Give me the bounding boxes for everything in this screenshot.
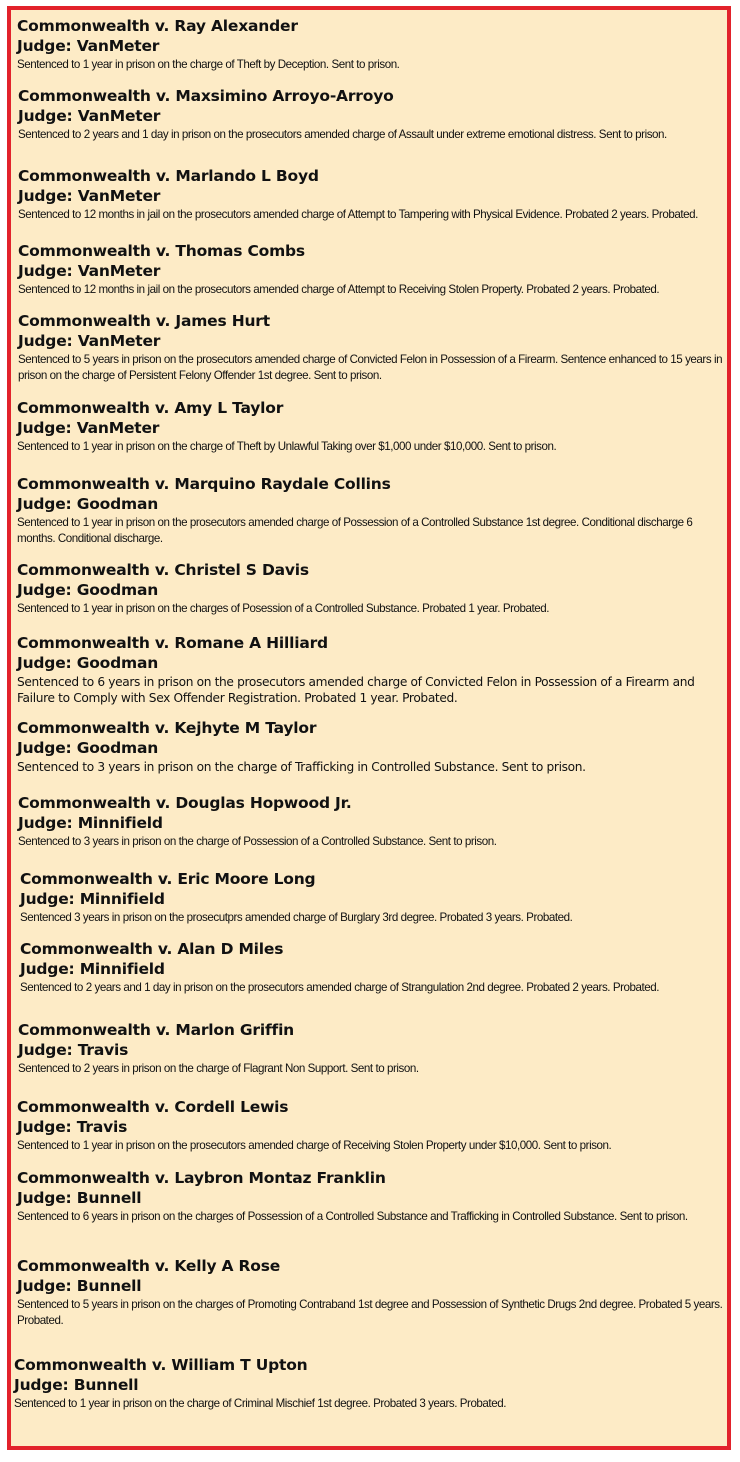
case-judge: Judge: Goodman xyxy=(17,739,159,757)
case-entry xyxy=(17,560,733,617)
case-title: Commonwealth v. Christel S Davis xyxy=(17,561,309,579)
case-entry xyxy=(18,166,734,223)
case-judge: Judge: VanMeter xyxy=(18,262,161,280)
case-judge: Judge: VanMeter xyxy=(18,187,161,205)
case-entry xyxy=(18,86,734,143)
case-sentence: Sentenced to 1 year in prison on the charge of Theft by Deception. Sent to prison. xyxy=(17,58,400,71)
case-title: Commonwealth v. Kelly A Rose xyxy=(17,1257,281,1275)
case-sentence: Sentenced to 1 year in prison on the charges of Posession of a Controlled Substance. Probated 1 year. Probated. xyxy=(17,602,550,615)
case-judge: Judge: Bunnell xyxy=(17,1277,142,1295)
case-sentence: Sentenced to 3 years in prison on the charge of Trafficking in Controlled Substance. Sent to prison. xyxy=(17,760,586,774)
case-title: Commonwealth v. Marlon Griffin xyxy=(18,1021,295,1039)
case-sentence: Sentenced to 3 years in prison on the charge of Possession of a Controlled Substance. Sent to prison. xyxy=(18,835,497,848)
case-entry xyxy=(18,1020,734,1077)
case-judge: Judge: Minnifield xyxy=(20,960,165,978)
case-judge: Judge: Bunnell xyxy=(17,1189,142,1207)
court-report-panel xyxy=(7,6,731,1450)
case-title: Commonwealth v. Ray Alexander xyxy=(17,17,298,35)
case-entry xyxy=(20,939,736,996)
case-judge: Judge: Goodman xyxy=(17,581,159,599)
case-judge: Judge: Goodman xyxy=(17,495,159,513)
case-sentence: Sentenced 3 years in prison on the prosecutprs amended charge of Burglary 3rd degree. Probated 3 years. Probated. xyxy=(20,911,573,924)
case-entry xyxy=(17,16,733,73)
case-sentence: Sentenced to 6 years in prison on the charges of Possession of a Controlled Substance and Trafficking in Controlled Substance. Sent to prison. xyxy=(17,1210,688,1223)
case-title: Commonwealth v. Marquino Raydale Collins xyxy=(17,475,391,493)
case-title: Commonwealth v. William T Upton xyxy=(14,1356,308,1374)
case-title: Commonwealth v. Douglas Hopwood Jr. xyxy=(18,794,352,812)
case-title: Commonwealth v. Eric Moore Long xyxy=(20,870,316,888)
case-sentence: Sentenced to 2 years in prison on the charge of Flagrant Non Support. Sent to prison. xyxy=(18,1062,419,1075)
case-sentence: Sentenced to 1 year in prison on the charge of Theft by Unlawful Taking over $1,000 under $10,000. Sent to prison. xyxy=(17,440,557,453)
case-title: Commonwealth v. Kejhyte M Taylor xyxy=(17,719,317,737)
case-title: Commonwealth v. Romane A Hilliard xyxy=(17,634,328,652)
case-judge: Judge: Minnifield xyxy=(18,814,163,832)
case-title: Commonwealth v. Laybron Montaz Franklin xyxy=(17,1169,386,1187)
case-judge: Judge: VanMeter xyxy=(17,37,160,55)
case-sentence: Sentenced to 1 year in prison on the prosecutors amended charge of Receiving Stolen Property under $10,000. Sent to prison. xyxy=(17,1139,612,1152)
case-sentence: Sentenced to 5 years in prison on the prosecutors amended charge of Convicted Felon in Possession of a Firearm. Sentence enhanced to 15 years in prison on the charge of Persistent Felony Offender 1st degree. Sent to prison. xyxy=(18,353,723,382)
case-title: Commonwealth v. Thomas Combs xyxy=(18,242,305,260)
case-sentence: Sentenced to 5 years in prison on the charges of Promoting Contraband 1st degree and Possession of Synthetic Drugs 2nd degree. Probated 5 years. Probated. xyxy=(17,1298,723,1327)
case-title: Commonwealth v. Alan D Miles xyxy=(20,940,284,958)
case-sentence: Sentenced to 6 years in prison on the prosecutors amended charge of Convicted Felon in Possession of a Firearm and Failure to Comply with Sex Offender Registration. Probated 1 year. Probated. xyxy=(17,675,695,705)
case-judge: Judge: Minnifield xyxy=(20,890,165,908)
case-title: Commonwealth v. Marlando L Boyd xyxy=(18,167,319,185)
case-title: Commonwealth v. Cordell Lewis xyxy=(17,1098,289,1116)
case-entry xyxy=(17,1097,733,1154)
case-entry xyxy=(18,793,734,850)
case-entry xyxy=(18,241,734,298)
case-entry xyxy=(17,1168,733,1225)
case-sentence: Sentenced to 2 years and 1 day in prison on the prosecutors amended charge of Assault under extreme emotional distress. Sent to prison. xyxy=(18,128,667,141)
case-judge: Judge: Bunnell xyxy=(14,1376,139,1394)
case-entry xyxy=(20,869,736,926)
case-title: Commonwealth v. Maxsimino Arroyo-Arroyo xyxy=(18,87,394,105)
case-entry xyxy=(17,1256,733,1329)
case-judge: Judge: Goodman xyxy=(17,654,159,672)
case-sentence: Sentenced to 2 years and 1 day in prison on the prosecutors amended charge of Strangulation 2nd degree. Probated 2 years. Probated. xyxy=(20,981,660,994)
case-sentence: Sentenced to 1 year in prison on the prosecutors amended charge of Possession of a Controlled Substance 1st degree. Conditional discharge 6 months. Conditional discharge. xyxy=(17,516,693,545)
case-judge: Judge: VanMeter xyxy=(17,419,160,437)
case-judge: Judge: Travis xyxy=(17,1118,128,1136)
case-judge: Judge: VanMeter xyxy=(18,332,161,350)
case-entry xyxy=(18,311,734,384)
case-entry xyxy=(17,398,733,455)
case-judge: Judge: VanMeter xyxy=(18,107,161,125)
case-sentence: Sentenced to 1 year in prison on the charge of Criminal Mischief 1st degree. Probated 3 years. Probated. xyxy=(14,1397,506,1410)
case-sentence: Sentenced to 12 months in jail on the prosecutors amended charge of Attempt to Tampering with Physical Evidence. Probated 2 years. Probated. xyxy=(18,208,698,221)
case-entry xyxy=(17,474,733,547)
case-entry xyxy=(17,718,733,775)
case-title: Commonwealth v. Amy L Taylor xyxy=(17,399,284,417)
case-entry xyxy=(17,633,733,706)
case-entry xyxy=(14,1355,730,1412)
case-sentence: Sentenced to 12 months in jail on the prosecutors amended charge of Attempt to Receiving Stolen Property. Probated 2 years. Probated. xyxy=(18,283,660,296)
case-title: Commonwealth v. James Hurt xyxy=(18,312,270,330)
case-judge: Judge: Travis xyxy=(18,1041,129,1059)
